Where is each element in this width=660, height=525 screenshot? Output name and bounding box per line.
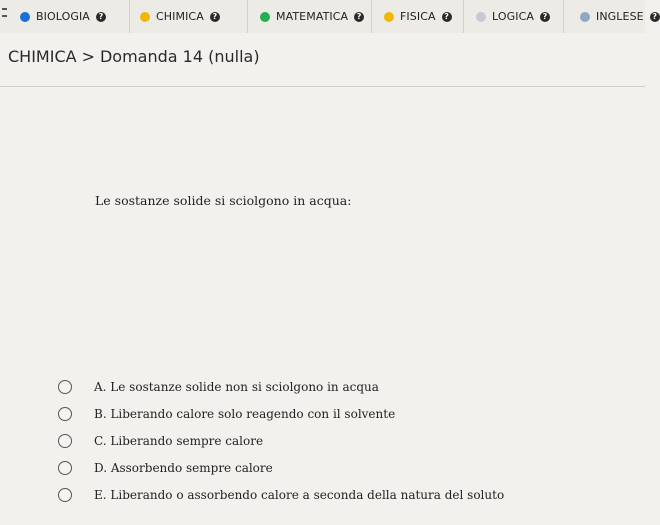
radio-button[interactable]: [58, 434, 72, 448]
info-icon[interactable]: ?: [96, 12, 106, 22]
tab-logica[interactable]: [464, 0, 564, 33]
info-icon[interactable]: ?: [650, 12, 660, 22]
answer-option-d[interactable]: [58, 454, 504, 481]
subject-tab-bar: [0, 0, 658, 33]
breadcrumb: [8, 47, 260, 66]
status-dot-icon: [476, 12, 486, 22]
tab-inglese[interactable]: [564, 0, 658, 33]
tab-label: BIOLOGIA: [36, 10, 90, 23]
status-dot-icon: [384, 12, 394, 22]
info-icon[interactable]: ?: [354, 12, 364, 22]
answer-option-b[interactable]: [58, 400, 504, 427]
info-icon[interactable]: ?: [210, 12, 220, 22]
menu-icon[interactable]: [2, 8, 7, 17]
question-text: Le sostanze solide si sciolgono in acqua:: [95, 193, 352, 208]
breadcrumb-separator: >: [81, 47, 95, 66]
breadcrumb-subject[interactable]: CHIMICA: [8, 47, 77, 66]
breadcrumb-question: Domanda 14 (nulla): [99, 47, 260, 66]
info-icon[interactable]: ?: [442, 12, 452, 22]
answer-label: C. Liberando sempre calore: [94, 433, 264, 448]
answer-list: [58, 373, 504, 508]
tab-label: MATEMATICA: [276, 10, 349, 23]
status-dot-icon: [260, 12, 270, 22]
tab-label: LOGICA: [492, 10, 534, 23]
answer-option-a[interactable]: [58, 373, 504, 400]
radio-button[interactable]: [58, 488, 72, 502]
tab-label: INGLESE: [596, 10, 644, 23]
answer-label: D. Assorbendo sempre calore: [94, 460, 273, 475]
tab-fisica[interactable]: [372, 0, 464, 33]
status-dot-icon: [140, 12, 150, 22]
answer-option-c[interactable]: [58, 427, 504, 454]
tab-biologia[interactable]: [10, 0, 130, 33]
status-dot-icon: [20, 12, 30, 22]
status-dot-icon: [580, 12, 590, 22]
tab-label: FISICA: [400, 10, 436, 23]
radio-button[interactable]: [58, 380, 72, 394]
header-divider: [0, 86, 645, 87]
answer-option-e[interactable]: [58, 481, 504, 508]
answer-label: E. Liberando o assorbendo calore a seconda della natura del soluto: [94, 487, 505, 502]
info-icon[interactable]: ?: [540, 12, 550, 22]
radio-button[interactable]: [58, 461, 72, 475]
radio-button[interactable]: [58, 407, 72, 421]
answer-label: A. Le sostanze solide non si sciolgono in acqua: [94, 379, 379, 394]
tab-chimica[interactable]: [130, 0, 248, 33]
tab-label: CHIMICA: [156, 10, 204, 23]
tab-matematica[interactable]: [248, 0, 372, 33]
answer-label: B. Liberando calore solo reagendo con il solvente: [94, 406, 396, 421]
